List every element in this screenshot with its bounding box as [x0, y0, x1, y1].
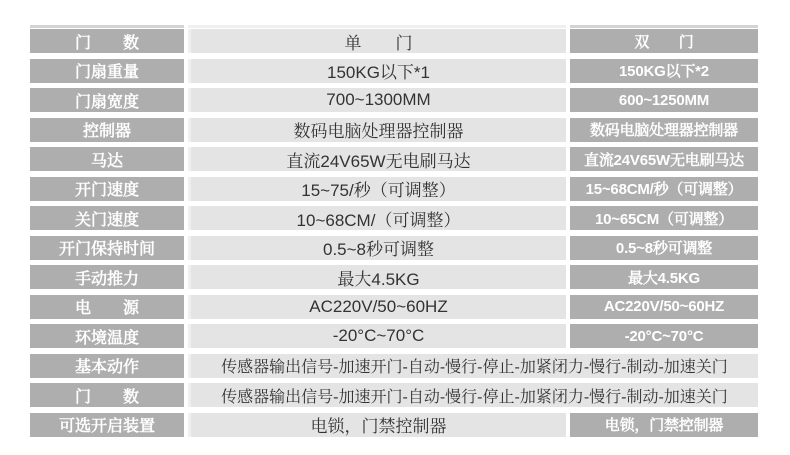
double-door-value: AC220V/50~60HZ [570, 295, 758, 319]
table-row [30, 206, 758, 230]
top-edge-middle-segment [188, 25, 566, 28]
single-door-value: 最大4.5KG [188, 265, 566, 289]
row-label: 开门速度 [30, 177, 184, 201]
single-door-value: 单 门 [188, 29, 566, 53]
row-label: 环境温度 [30, 324, 184, 348]
double-door-value: 数码电脑处理器控制器 [570, 118, 758, 142]
double-door-value: 10~65CM（可调整） [570, 206, 758, 230]
row-label: 控制器 [30, 118, 184, 142]
double-door-value: 最大4.5KG [570, 265, 758, 289]
single-door-value: 电锁，门禁控制器 [188, 413, 566, 437]
row-span-value: 传感器输出信号-加速开门-自动-慢行-停止-加紧闭力-慢行-制动-加速关门 [188, 354, 758, 378]
table-row [30, 29, 758, 53]
double-door-value: -20°C~70°C [570, 324, 758, 348]
single-door-value: -20°C~70°C [188, 324, 566, 348]
row-label: 可选开启装置 [30, 413, 184, 437]
table-row [30, 147, 758, 171]
single-door-value: 0.5~8秒可调整 [188, 236, 566, 260]
table-row [30, 177, 758, 201]
single-door-value: AC220V/50~60HZ [188, 295, 566, 319]
row-label: 开门保持时间 [30, 236, 184, 260]
table-row [30, 118, 758, 142]
double-door-value: 0.5~8秒可调整 [570, 236, 758, 260]
row-label: 门扇宽度 [30, 88, 184, 112]
single-door-value: 直流24V65W无电刷马达 [188, 147, 566, 171]
top-edge-left-segment [30, 25, 184, 28]
double-door-value: 15~68CM/秒（可调整） [570, 177, 758, 201]
single-door-value: 700~1300MM [188, 88, 566, 112]
row-label: 关门速度 [30, 206, 184, 230]
double-door-value: 600~1250MM [570, 88, 758, 112]
table-row [30, 88, 758, 112]
spec-table [30, 25, 758, 437]
table-row [30, 265, 758, 289]
single-door-value: 150KG以下*1 [188, 59, 566, 83]
double-door-value: 电锁，门禁控制器 [570, 413, 758, 437]
row-label: 手动推力 [30, 265, 184, 289]
double-door-value: 直流24V65W无电刷马达 [570, 147, 758, 171]
single-door-value: 10~68CM/（可调整） [188, 206, 566, 230]
top-edge-right-segment [570, 25, 758, 28]
row-label: 基本动作 [30, 354, 184, 378]
table-row [30, 383, 758, 407]
table-row [30, 236, 758, 260]
double-door-value: 150KG以下*2 [570, 59, 758, 83]
table-row [30, 59, 758, 83]
double-door-value: 双 门 [570, 29, 758, 53]
row-label: 门 数 [30, 29, 184, 53]
single-door-value: 数码电脑处理器控制器 [188, 118, 566, 142]
table-rows [30, 29, 758, 437]
table-row [30, 413, 758, 437]
row-label: 门 数 [30, 383, 184, 407]
table-top-edge [30, 25, 758, 28]
single-door-value: 15~75/秒（可调整） [188, 177, 566, 201]
table-row [30, 354, 758, 378]
row-label: 门扇重量 [30, 59, 184, 83]
row-span-value: 传感器输出信号-加速开门-自动-慢行-停止-加紧闭力-慢行-制动-加速关门 [188, 383, 758, 407]
table-row [30, 295, 758, 319]
table-row [30, 324, 758, 348]
row-label: 马达 [30, 147, 184, 171]
row-label: 电 源 [30, 295, 184, 319]
